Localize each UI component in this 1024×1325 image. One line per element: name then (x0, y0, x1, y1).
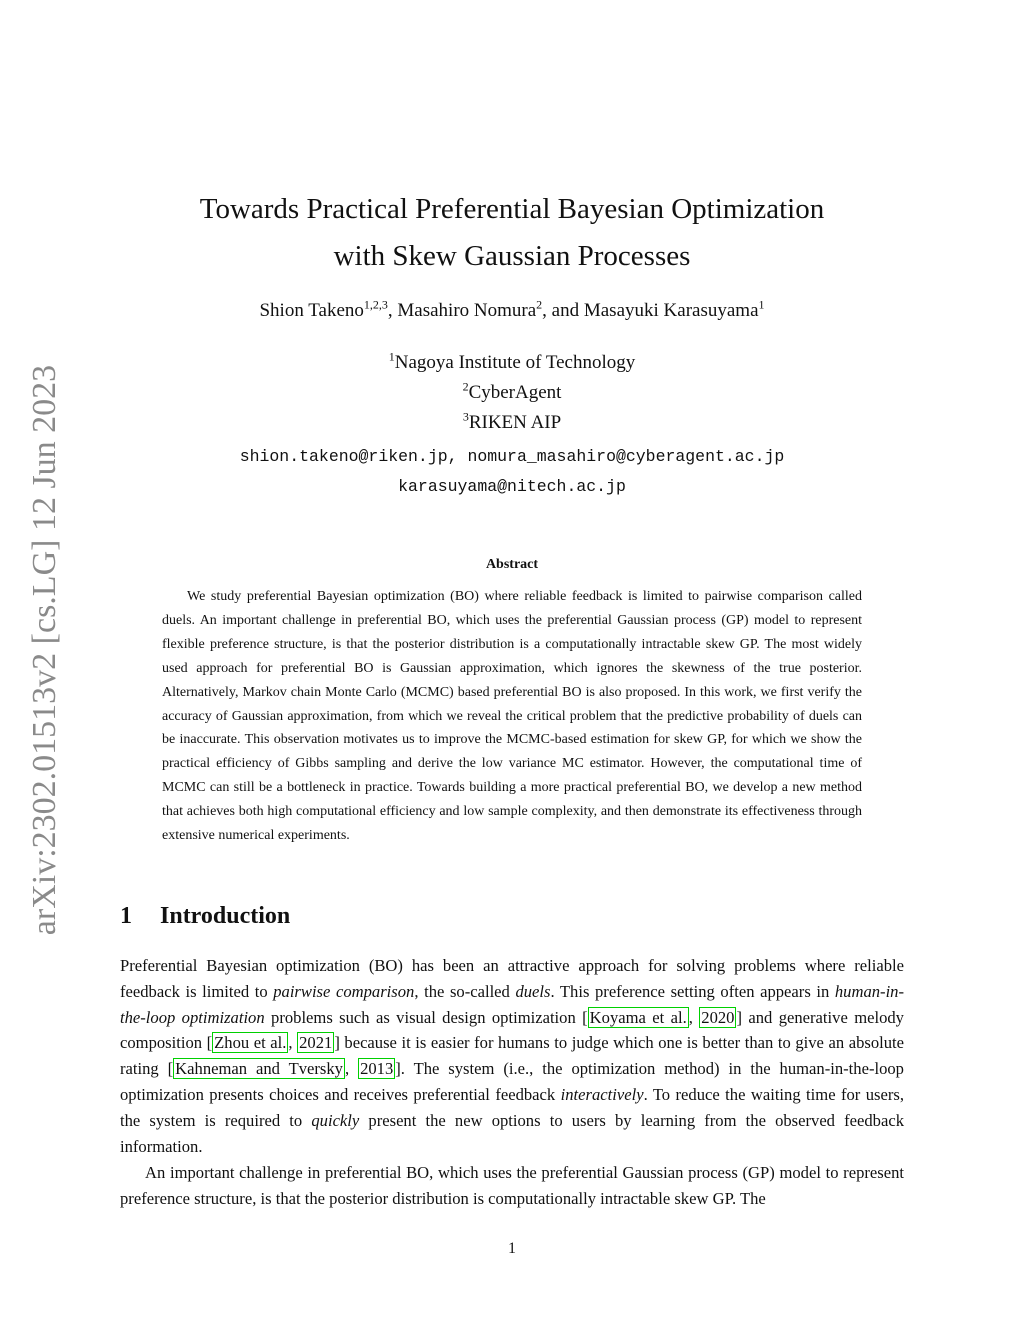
author-name: Shion Takeno (259, 300, 364, 321)
author-name: Masayuki Karasuyama (583, 300, 759, 321)
intro-paragraph-2: An important challenge in preferential BO, which uses the preferential Gaussian process (GP) model to represent preference structure, is that the posterior distribution is computationally intractable skew GP. The (120, 1163, 904, 1208)
text-run: , (344, 1059, 359, 1079)
author-affil-mark: 1 (758, 297, 765, 312)
affiliation (120, 348, 904, 378)
abstract-heading: Abstract (485, 557, 539, 572)
arxiv-stamp-container (0, 360, 90, 940)
affil-name: RIKEN AIP (468, 412, 562, 433)
title-line-1: Towards Practical Preferential Bayesian Optimization (199, 193, 825, 225)
page-number: 1 (508, 1240, 516, 1257)
paper-title (120, 186, 904, 280)
emphasis: pairwise comparison (273, 981, 415, 1001)
citation-link[interactable]: 2013 (360, 1059, 394, 1079)
text-run: problems such as visual design optimization [ (264, 1007, 588, 1027)
affiliations (120, 348, 904, 438)
affil-mark: 2 (462, 379, 469, 394)
affil-mark: 1 (388, 349, 395, 364)
emphasis: quickly (311, 1110, 360, 1130)
author-affil-mark: 1,2,3 (363, 297, 388, 312)
author-name: Masahiro Nomura (397, 300, 537, 321)
author-affil-mark: 2 (536, 297, 543, 312)
text-run: Preferential Bayesian optimization (BO) has been an attractive approach for solving problems where reliable feedback is limited to (120, 956, 904, 1001)
text-run: ] because it is easier for humans to judge which one is better than to give an absolute rating [ (120, 1033, 904, 1079)
text-run: , the so-called (414, 981, 516, 1001)
emphasis: human-in-the-loop optimization (120, 981, 905, 1027)
author-list (120, 297, 904, 322)
citation-link[interactable]: 2021 (299, 1033, 333, 1053)
email-line: shion.takeno@riken.jp, nomura_masahiro@cyberagent.ac.jp (239, 447, 785, 466)
abstract-text: We study preferential Bayesian optimization (BO) where reliable feedback is limited to pairwise comparison called duels. An important challenge in preferential BO, which uses the preferential Gaussian process (GP) model to represent flexible preference structure, is that the posterior distribution is a computationally intractable skew GP. The most widely used approach for preferential BO is Gaussian approximation, which ignores the skewness of the true posterior. Alternatively, Markov chain Monte Carlo (MCMC) based preferential BO is also proposed. In this work, we first verify the accuracy of Gaussian approximation, from which we reveal the critical problem that the predictive probability of duels can be inaccurate. This observation motivates us to improve the MCMC-based estimation for skew GP, for which we show the practical efficiency of Gibbs sampling and derive the low variance MC estimator. However, the computational time of MCMC can still be a bottleneck in practice. Towards building a more practical preferential BO, we develop a new method that achieves both high computational efficiency and low sample complexity, and then demonstrate its effectiveness through extensive numerical experiments. (162, 589, 862, 844)
emphasis: interactively (560, 1084, 644, 1104)
intro-paragraph-1 (120, 953, 904, 1159)
affiliation (120, 408, 904, 438)
affil-mark: 3 (462, 409, 469, 424)
text-run: ]. The system (i.e., the optimization method) in the human-in-the-loop optimization presents choices and receives preferential feedback (120, 1059, 904, 1104)
text-run: . This preference setting often appears in (550, 981, 835, 1001)
section-title: Introduction (160, 903, 291, 929)
text-run: ] and generative melody composition [ (120, 1007, 904, 1053)
author-emails (120, 442, 904, 502)
text-run: . To reduce the waiting time for users, the system is required to (120, 1084, 904, 1130)
text-run: present the new options to users by learning from the observed feedback information. (120, 1110, 904, 1156)
arxiv-stamp: arXiv:2302.01513v2 [cs.LG] 12 Jun 2023 (26, 364, 64, 936)
text-run: , (688, 1007, 700, 1027)
author-separator: , and (542, 300, 584, 321)
citation-link[interactable]: Koyama et al. (589, 1007, 687, 1027)
citation-link[interactable]: Zhou et al. (214, 1033, 287, 1053)
title-line-2: with Skew Gaussian Processes (333, 240, 691, 272)
affil-name: Nagoya Institute of Technology (394, 352, 636, 373)
emphasis: duels (515, 981, 551, 1001)
text-run: , (288, 1033, 298, 1053)
citation-link[interactable]: 2020 (701, 1007, 735, 1027)
affil-name: CyberAgent (468, 382, 562, 403)
section-heading (120, 903, 290, 930)
citation-link[interactable]: Kahneman and Tversky (175, 1059, 343, 1079)
author-separator: , (387, 300, 398, 321)
email-line: karasuyama@nitech.ac.jp (398, 477, 626, 496)
section-number: 1 (120, 903, 132, 929)
affiliation (120, 378, 904, 408)
